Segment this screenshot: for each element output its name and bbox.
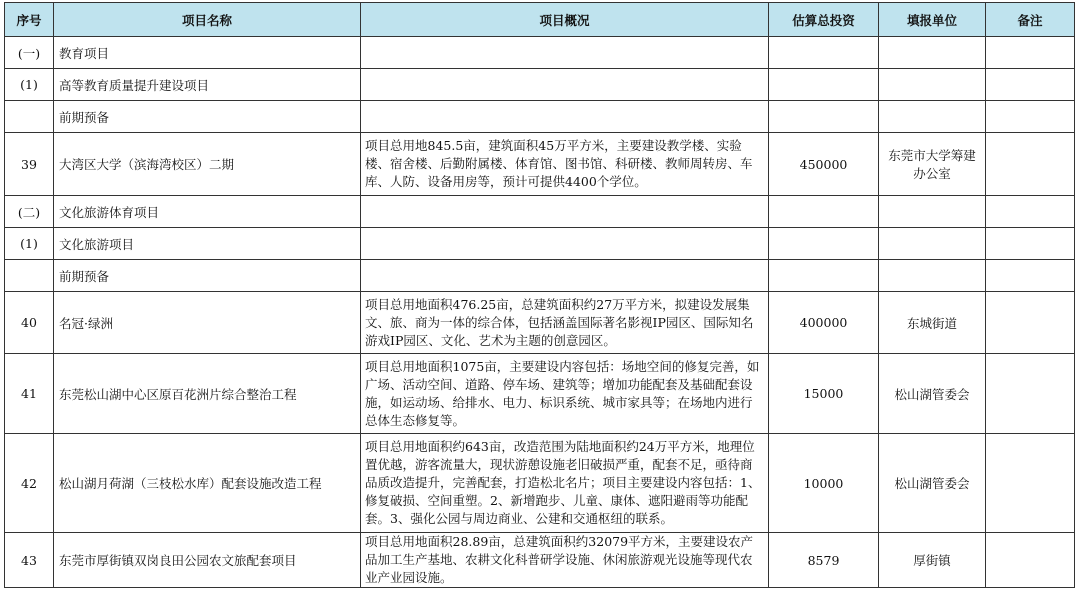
row-unit xyxy=(879,101,986,133)
row-name: 文化旅游体育项目 xyxy=(54,196,361,228)
table-row xyxy=(5,354,1075,434)
row-unit xyxy=(879,69,986,101)
row-overview: 项目总用地845.5亩，建筑面积45万平方米，主要建设教学楼、实验楼、宿舍楼、后勤附属楼、体育馆、图书馆、科研楼、教师周转房、车库、人防、设备用房等，预计可提供4400个学位。 xyxy=(361,133,769,196)
row-remark xyxy=(986,260,1075,292)
row-name: 文化旅游项目 xyxy=(54,228,361,260)
row-seq: (一) xyxy=(5,37,54,69)
row-remark xyxy=(986,228,1075,260)
row-overview xyxy=(361,196,769,228)
row-remark xyxy=(986,354,1075,434)
header-seq: 序号 xyxy=(5,3,54,37)
table-row xyxy=(5,133,1075,196)
phase-row-preliminary xyxy=(5,260,1075,292)
row-investment: 8579 xyxy=(769,533,879,588)
row-seq xyxy=(5,101,54,133)
row-overview xyxy=(361,228,769,260)
row-overview xyxy=(361,37,769,69)
header-row xyxy=(5,3,1075,37)
row-investment xyxy=(769,69,879,101)
row-investment xyxy=(769,37,879,69)
section-row-culture xyxy=(5,196,1075,228)
header-unit: 填报单位 xyxy=(879,3,986,37)
row-name: 高等教育质量提升建设项目 xyxy=(54,69,361,101)
table-row xyxy=(5,292,1075,354)
row-overview: 项目总用地面积约643亩，改造范围为陆地面积约24万平方米，地理位置优越，游客流量大，现状游憩设施老旧破损严重，配套不足，亟待商品质改造提升，完善配套，打造松北名片；项目主要建设内容包括：1、修复破损、空间重塑。2、新增跑步、儿童、康体、遮阳避雨等功能配套。3、强化公园与周边商业、公建和交通枢纽的联系。 xyxy=(361,434,769,533)
row-remark xyxy=(986,533,1075,588)
row-unit: 东城街道 xyxy=(879,292,986,354)
row-name: 东莞松山湖中心区原百花洲片综合整治工程 xyxy=(54,354,361,434)
header-remark: 备注 xyxy=(986,3,1075,37)
row-unit xyxy=(879,37,986,69)
project-table xyxy=(4,2,1075,588)
header-name: 项目名称 xyxy=(54,3,361,37)
phase-row-preliminary xyxy=(5,101,1075,133)
row-unit xyxy=(879,196,986,228)
table-row xyxy=(5,533,1075,588)
row-investment: 10000 xyxy=(769,434,879,533)
row-remark xyxy=(986,101,1075,133)
row-unit: 厚街镇 xyxy=(879,533,986,588)
row-remark xyxy=(986,292,1075,354)
row-seq: 41 xyxy=(5,354,54,434)
row-seq xyxy=(5,260,54,292)
row-investment xyxy=(769,101,879,133)
row-remark xyxy=(986,434,1075,533)
row-investment xyxy=(769,260,879,292)
row-unit: 东莞市大学筹建办公室 xyxy=(879,133,986,196)
row-name: 名冠·绿洲 xyxy=(54,292,361,354)
row-remark xyxy=(986,196,1075,228)
row-name: 大湾区大学（滨海湾校区）二期 xyxy=(54,133,361,196)
row-seq: (1) xyxy=(5,69,54,101)
subsection-row-culture-tourism xyxy=(5,228,1075,260)
header-overview: 项目概况 xyxy=(361,3,769,37)
header-investment: 估算总投资 xyxy=(769,3,879,37)
section-row-education xyxy=(5,37,1075,69)
row-investment: 15000 xyxy=(769,354,879,434)
row-overview xyxy=(361,69,769,101)
row-remark xyxy=(986,37,1075,69)
row-unit xyxy=(879,260,986,292)
row-investment xyxy=(769,196,879,228)
row-overview xyxy=(361,260,769,292)
row-name: 教育项目 xyxy=(54,37,361,69)
row-unit: 松山湖管委会 xyxy=(879,354,986,434)
row-unit xyxy=(879,228,986,260)
row-seq: (1) xyxy=(5,228,54,260)
subsection-row-higher-edu xyxy=(5,69,1075,101)
row-name: 松山湖月荷湖（三枝松水库）配套设施改造工程 xyxy=(54,434,361,533)
row-seq: 40 xyxy=(5,292,54,354)
row-overview: 项目总用地面积476.25亩，总建筑面积约27万平方米，拟建设发展集文、旅、商为一体的综合体，包括涵盖国际著名影视IP园区、国际知名游戏IP园区、文化、艺术为主题的创意园区。 xyxy=(361,292,769,354)
table-row xyxy=(5,434,1075,533)
row-remark xyxy=(986,69,1075,101)
row-seq: 39 xyxy=(5,133,54,196)
row-seq: 43 xyxy=(5,533,54,588)
row-seq: (二) xyxy=(5,196,54,228)
row-overview: 项目总用地面积1075亩，主要建设内容包括：场地空间的修复完善，如广场、活动空间、道路、停车场、建筑等；增加功能配套及基础配套设施，如运动场、给排水、电力、标识系统、城市家具等；在场地内进行总体生态修复等。 xyxy=(361,354,769,434)
row-name: 东莞市厚街镇双岗良田公园农文旅配套项目 xyxy=(54,533,361,588)
row-remark xyxy=(986,133,1075,196)
row-seq: 42 xyxy=(5,434,54,533)
row-investment: 450000 xyxy=(769,133,879,196)
row-overview: 项目总用地面积28.89亩，总建筑面积约32079平方米，主要建设农产品加工生产基地、农耕文化科普研学设施、休闲旅游观光设施等现代农业产业园设施。 xyxy=(361,533,769,588)
row-unit: 松山湖管委会 xyxy=(879,434,986,533)
row-name: 前期预备 xyxy=(54,260,361,292)
row-name: 前期预备 xyxy=(54,101,361,133)
row-investment xyxy=(769,228,879,260)
row-investment: 400000 xyxy=(769,292,879,354)
row-overview xyxy=(361,101,769,133)
